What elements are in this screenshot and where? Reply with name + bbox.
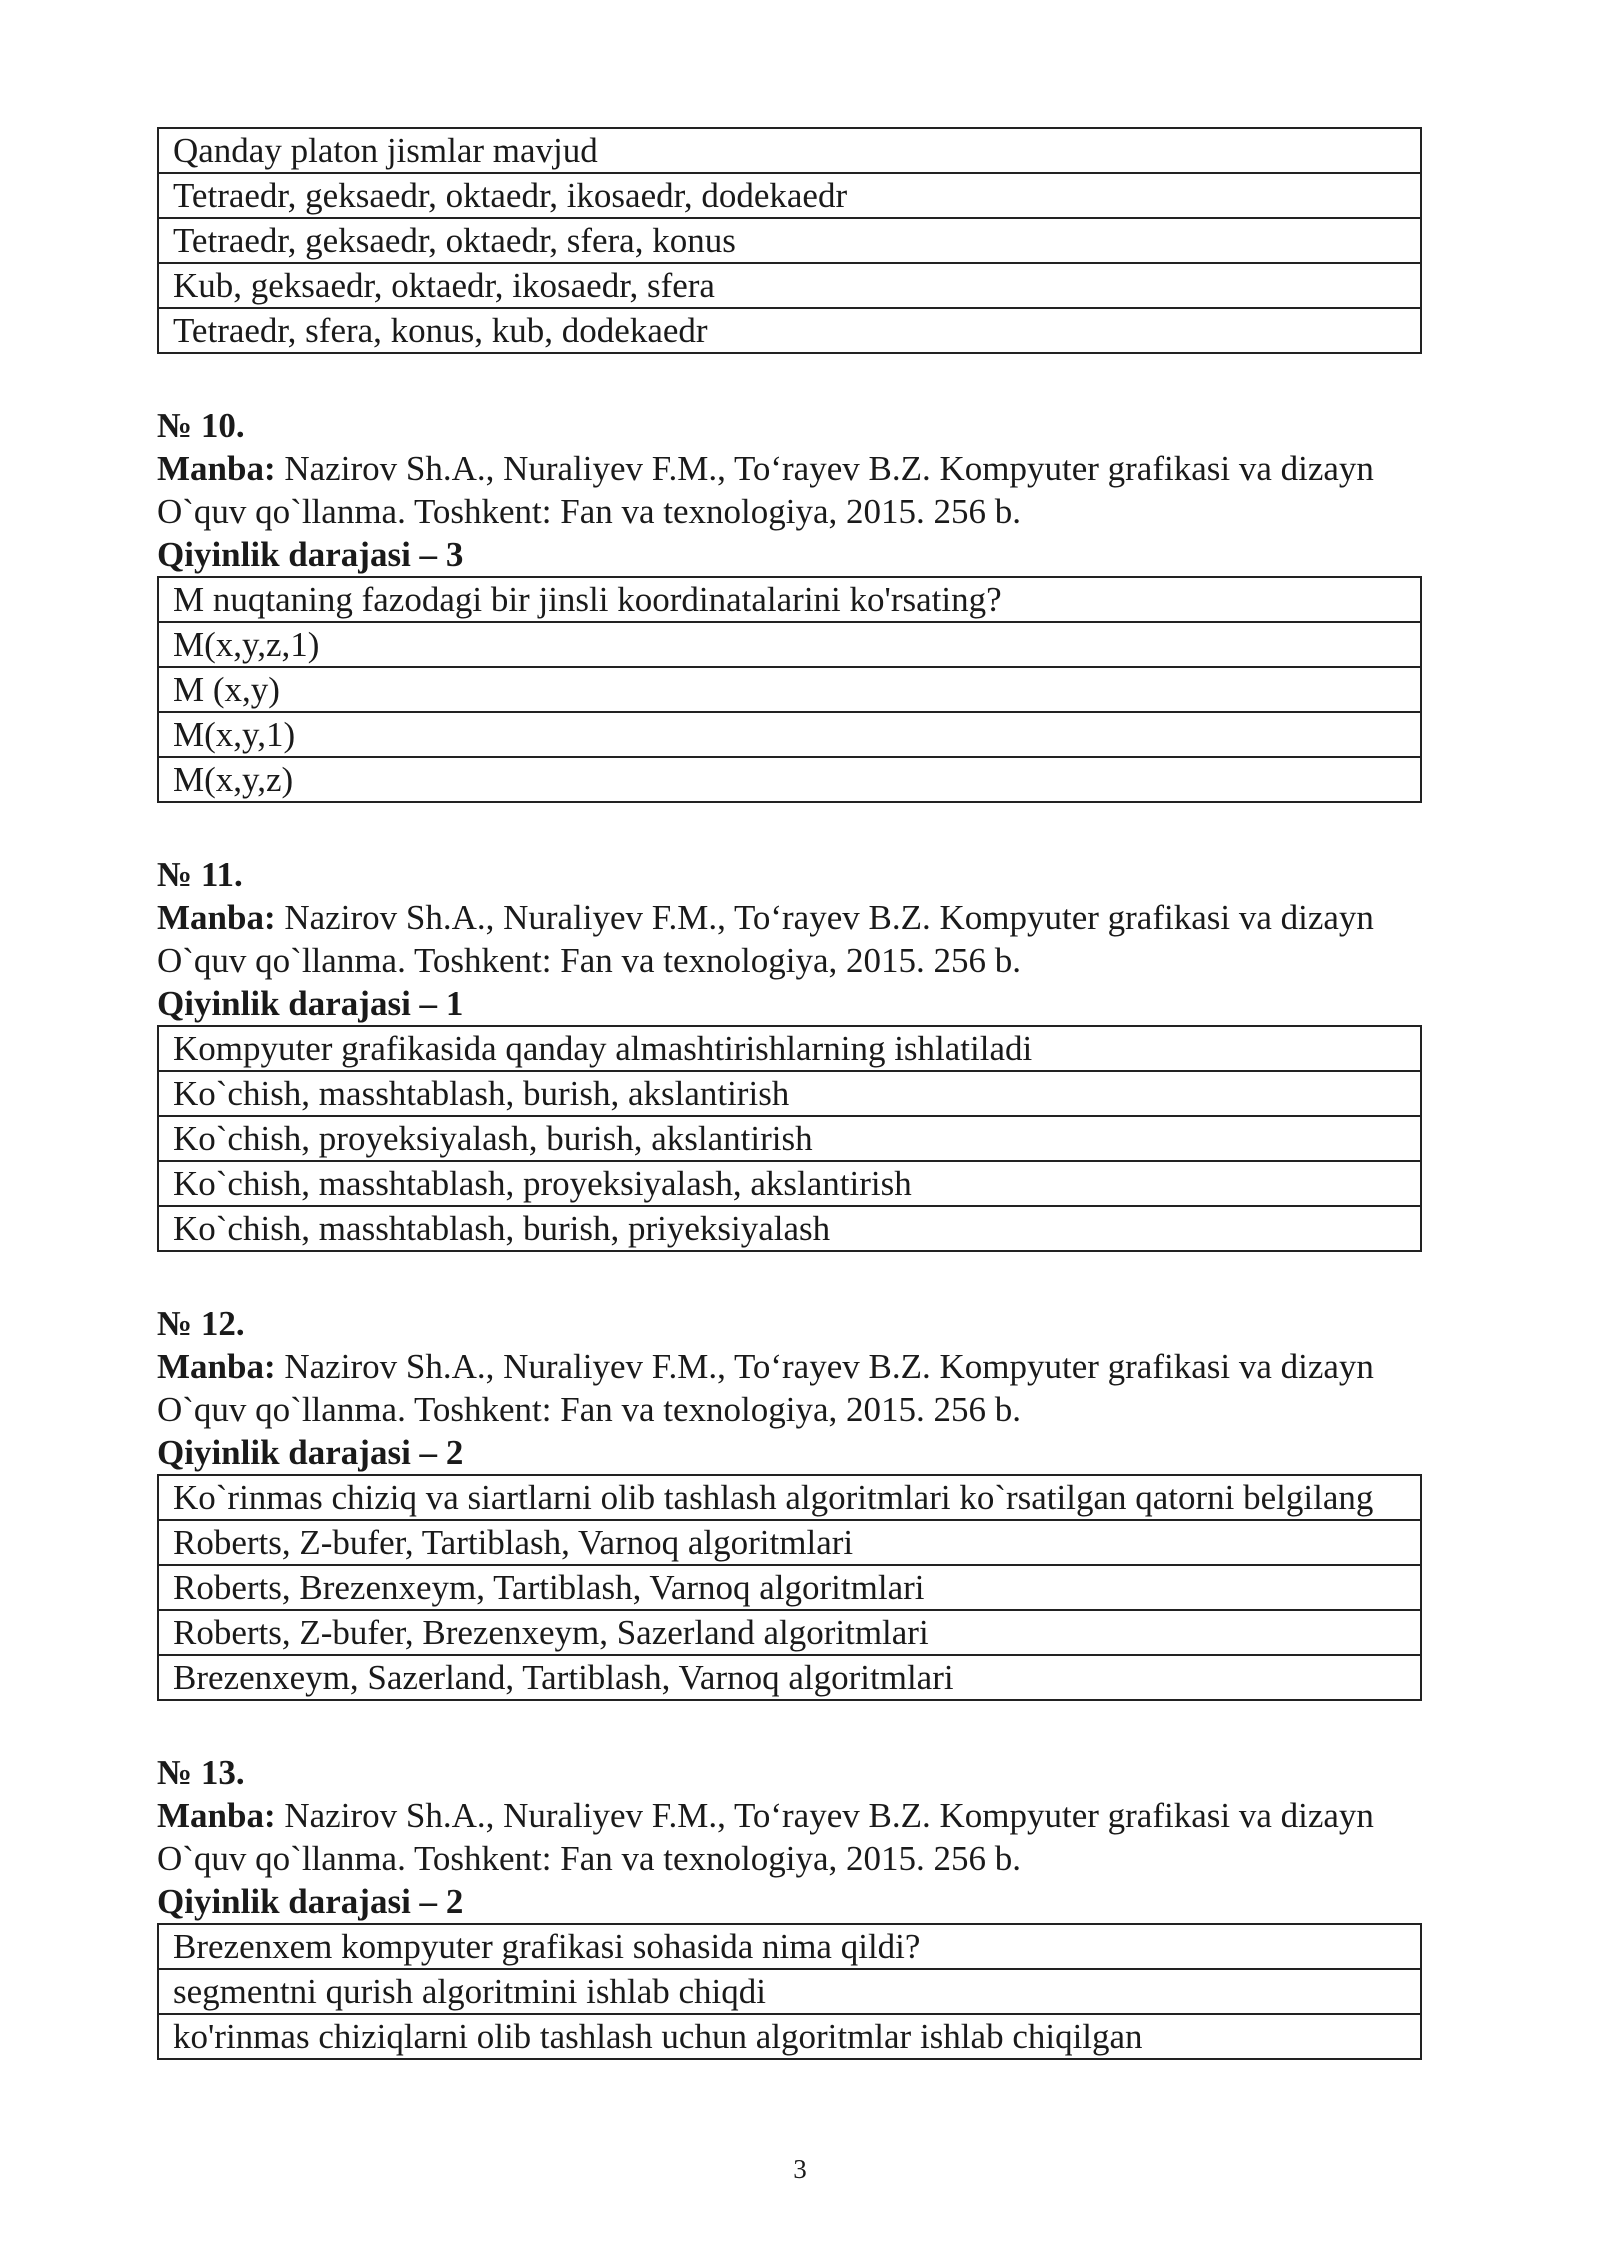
question-block-11 (157, 853, 1497, 1252)
answer-text: Ko`chish, masshtablash, burish, akslantirish (158, 1071, 1421, 1116)
source-line-2: O`quv qo`llanma. Toshkent: Fan va texnologiya, 2015. 256 b. (157, 492, 1022, 531)
difficulty-label: Qiyinlik darajasi – (157, 535, 446, 574)
difficulty-line (157, 982, 1497, 1025)
source-line (157, 1345, 1497, 1388)
answer-row (158, 308, 1421, 353)
question-number: № 13. (157, 1753, 245, 1792)
question-row (158, 577, 1421, 622)
source-text: Nazirov Sh.A., Nuraliyev F.M., To‘rayev B.Z. Kompyuter grafikasi va dizayn (284, 1347, 1374, 1386)
question-block-12 (157, 1302, 1497, 1701)
source-label: Manba: (157, 1347, 276, 1386)
difficulty-value: 2 (445, 1882, 464, 1921)
answer-text: Roberts, Z-bufer, Brezenxeym, Sazerland algoritmlari (158, 1610, 1421, 1655)
answer-row (158, 1161, 1421, 1206)
answer-text: Ko`chish, masshtablash, proyeksiyalash, akslantirish (158, 1161, 1421, 1206)
source-line-2: O`quv qo`llanma. Toshkent: Fan va texnologiya, 2015. 256 b. (157, 1839, 1022, 1878)
source-label: Manba: (157, 898, 276, 937)
answer-text: ko'rinmas chiziqlarni olib tashlash uchun algoritmlar ishlab chiqilgan (158, 2014, 1421, 2059)
answer-row (158, 712, 1421, 757)
answer-row (158, 1520, 1421, 1565)
question-row (158, 128, 1421, 173)
answer-text: Tetraedr, geksaedr, oktaedr, sfera, konus (158, 218, 1421, 263)
answer-row (158, 1116, 1421, 1161)
question-text: Kompyuter grafikasida qanday almashtirishlarning ishlatiladi (158, 1026, 1421, 1071)
answer-row (158, 667, 1421, 712)
question-text: Ko`rinmas chiziq va siartlarni olib tashlash algoritmlari ko`rsatilgan qatorni belgilang (158, 1475, 1421, 1520)
answer-text: segmentni qurish algoritmini ishlab chiqdi (158, 1969, 1421, 2014)
difficulty-value: 2 (445, 1433, 464, 1472)
question-number: № 11. (157, 855, 243, 894)
question-table (157, 1474, 1422, 1701)
source-text: Nazirov Sh.A., Nuraliyev F.M., To‘rayev B.Z. Kompyuter grafikasi va dizayn (284, 449, 1374, 488)
source-line (157, 896, 1497, 939)
question-text: Brezenxem kompyuter grafikasi sohasida nima qildi? (158, 1924, 1421, 1969)
question-row (158, 1026, 1421, 1071)
answer-row (158, 218, 1421, 263)
source-line (157, 1794, 1497, 1837)
question-row (158, 1924, 1421, 1969)
difficulty-value: 3 (445, 535, 464, 574)
answer-text: Brezenxeym, Sazerland, Tartiblash, Varnoq algoritmlari (158, 1655, 1421, 1700)
answer-text: M (x,y) (158, 667, 1421, 712)
source-text: Nazirov Sh.A., Nuraliyev F.M., To‘rayev B.Z. Kompyuter grafikasi va dizayn (284, 1796, 1374, 1835)
question-text: M nuqtaning fazodagi bir jinsli koordinatalarini ko'rsating? (158, 577, 1421, 622)
answer-text: M(x,y,z) (158, 757, 1421, 802)
answer-row (158, 263, 1421, 308)
source-line (157, 447, 1497, 490)
source-text: Nazirov Sh.A., Nuraliyev F.M., To‘rayev B.Z. Kompyuter grafikasi va dizayn (284, 898, 1374, 937)
page-number: 3 (793, 2154, 807, 2184)
question-block-13 (157, 1751, 1497, 2060)
answer-row (158, 1610, 1421, 1655)
answer-text: M(x,y,z,1) (158, 622, 1421, 667)
difficulty-line (157, 1431, 1497, 1474)
source-line-2: O`quv qo`llanma. Toshkent: Fan va texnologiya, 2015. 256 b. (157, 1390, 1022, 1429)
answer-text: Kub, geksaedr, oktaedr, ikosaedr, sfera (158, 263, 1421, 308)
difficulty-value: 1 (445, 984, 464, 1023)
answer-row (158, 757, 1421, 802)
answer-text: Roberts, Z-bufer, Tartiblash, Varnoq algoritmlari (158, 1520, 1421, 1565)
answer-row (158, 2014, 1421, 2059)
answer-row (158, 1206, 1421, 1251)
answer-text: Tetraedr, geksaedr, oktaedr, ikosaedr, dodekaedr (158, 173, 1421, 218)
difficulty-label: Qiyinlik darajasi – (157, 984, 446, 1023)
question-table-platon (157, 127, 1422, 354)
source-line-2: O`quv qo`llanma. Toshkent: Fan va texnologiya, 2015. 256 b. (157, 941, 1022, 980)
answer-row (158, 173, 1421, 218)
question-table (157, 576, 1422, 803)
difficulty-label: Qiyinlik darajasi – (157, 1433, 446, 1472)
answer-text: Ko`chish, masshtablash, burish, priyeksiyalash (158, 1206, 1421, 1251)
difficulty-line (157, 533, 1497, 576)
answer-row (158, 622, 1421, 667)
answer-text: Roberts, Brezenxeym, Tartiblash, Varnoq algoritmlari (158, 1565, 1421, 1610)
difficulty-line (157, 1880, 1497, 1923)
difficulty-label: Qiyinlik darajasi – (157, 1882, 446, 1921)
document-page (157, 127, 1497, 2060)
answer-text: Tetraedr, sfera, konus, kub, dodekaedr (158, 308, 1421, 353)
answer-row (158, 1565, 1421, 1610)
source-label: Manba: (157, 1796, 276, 1835)
question-row (158, 1475, 1421, 1520)
answer-text: M(x,y,1) (158, 712, 1421, 757)
question-block-10 (157, 404, 1497, 803)
question-table (157, 1025, 1422, 1252)
answer-row (158, 1071, 1421, 1116)
answer-text: Ko`chish, proyeksiyalash, burish, akslantirish (158, 1116, 1421, 1161)
source-label: Manba: (157, 449, 276, 488)
answer-row (158, 1969, 1421, 2014)
question-table (157, 1923, 1422, 2060)
question-number: № 10. (157, 406, 245, 445)
question-text: Qanday platon jismlar mavjud (158, 128, 1421, 173)
answer-row (158, 1655, 1421, 1700)
question-number: № 12. (157, 1304, 245, 1343)
